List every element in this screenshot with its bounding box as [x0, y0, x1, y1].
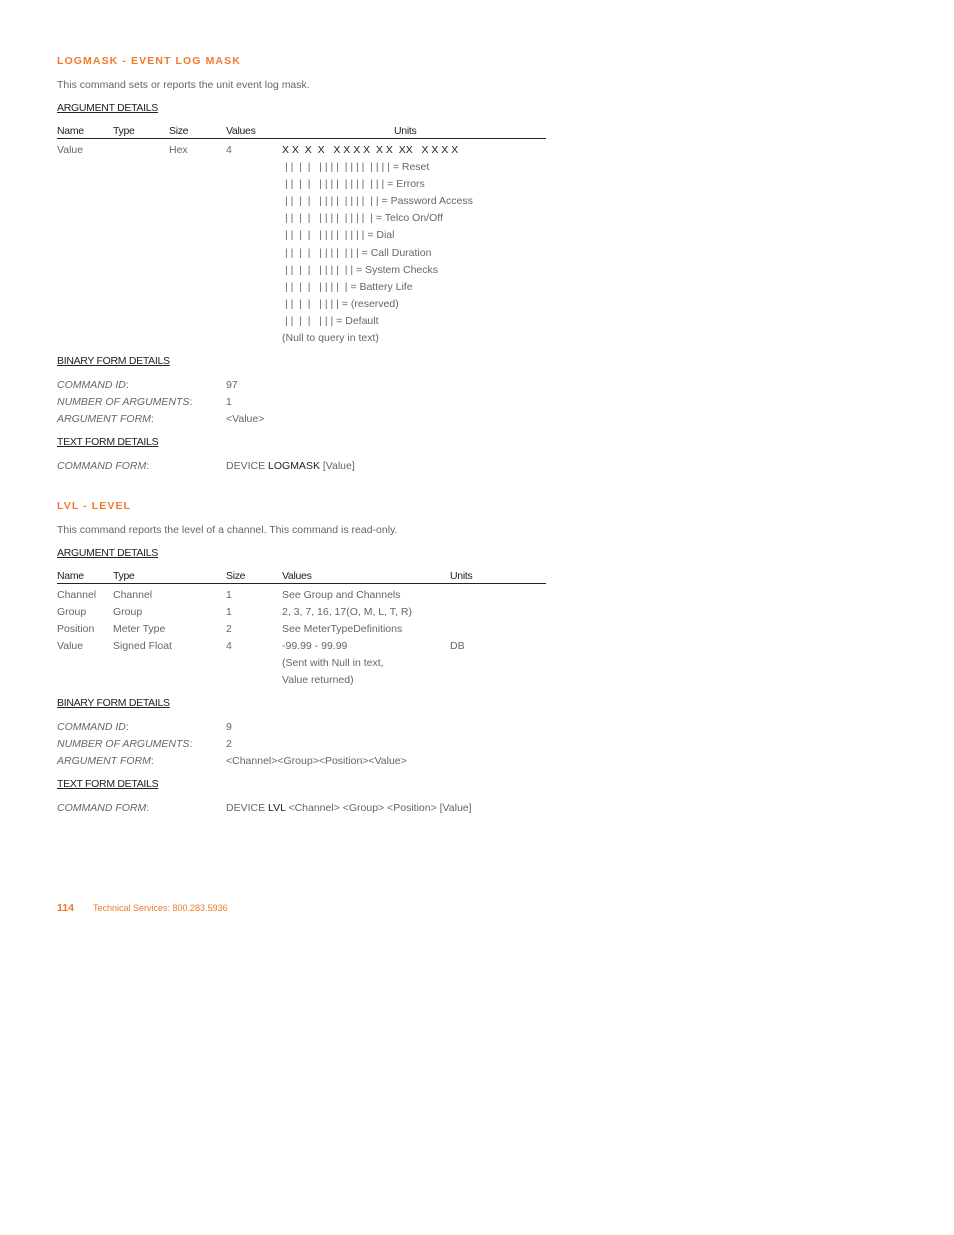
binary-label: COMMAND ID	[57, 721, 126, 733]
command-args: <Channel> <Group> <Position> [Value]	[285, 802, 472, 814]
table-cell: Channel	[57, 589, 97, 601]
null-note: (Null to query in text)	[282, 332, 379, 344]
table-header-rule	[57, 138, 546, 139]
argument-details-heading: ARGUMENT DETAILS	[57, 102, 158, 114]
table-cell: Position	[57, 623, 95, 635]
footer-text: Technical Services: 800.283.5936	[93, 903, 228, 913]
binary-row	[57, 721, 129, 733]
command-keyword: LVL	[268, 802, 286, 814]
section-description: This command reports the level of a channel. This command is read-only.	[57, 524, 398, 536]
label-colon: :	[150, 755, 154, 767]
binary-value: 1	[226, 396, 232, 408]
column-header-values: Values	[282, 570, 312, 582]
cell-values: 4	[226, 144, 232, 156]
bitmask-line: | | | | | | | | | | | | | | = Password Access	[285, 195, 473, 207]
label-colon: :	[125, 379, 129, 391]
command-form	[226, 802, 472, 814]
table-cell: Signed Float	[113, 640, 172, 652]
binary-row	[57, 396, 192, 408]
binary-row	[57, 379, 129, 391]
column-header-name: Name	[57, 570, 84, 582]
binary-label: NUMBER OF ARGUMENTS	[57, 396, 190, 408]
bitmask-line: | | | | | | | | | | | | | = Telco On/Off	[285, 212, 443, 224]
bitmask-line: | | | | | | | | | | | | = Dial	[285, 229, 395, 241]
column-header-units: Units	[450, 570, 473, 582]
text-form-row	[57, 802, 149, 814]
table-cell: Group	[113, 606, 143, 618]
binary-value: 97	[226, 379, 238, 391]
binary-value: <Channel><Group><Position><Value>	[226, 755, 407, 767]
column-header-size: Size	[169, 125, 189, 137]
value-note: (Sent with Null in text,	[282, 657, 384, 669]
label-colon: :	[146, 460, 150, 472]
value-note: Value returned)	[282, 674, 354, 686]
text-form-label: COMMAND FORM	[57, 460, 147, 472]
column-header-values: Values	[226, 125, 256, 137]
column-header-size: Size	[226, 570, 246, 582]
binary-row	[57, 738, 192, 750]
bitmask-line: | | | | | | | | | | | = Call Duration	[285, 247, 432, 259]
bitmask-line: | | | | | | | | | | | | | | | = Errors	[285, 178, 425, 190]
cell-name: Value	[57, 144, 84, 156]
label-colon: :	[150, 413, 154, 425]
column-header-name: Name	[57, 125, 84, 137]
label-colon: :	[125, 721, 129, 733]
table-cell: 2, 3, 7, 16, 17(O, M, L, T, R)	[282, 606, 412, 618]
column-header-units: Units	[394, 125, 417, 137]
table-cell: See MeterTypeDefinitions	[282, 623, 403, 635]
text-form-row	[57, 460, 149, 472]
command-prefix: DEVICE	[226, 802, 269, 814]
table-cell: Group	[57, 606, 87, 618]
bitmask-header: X X X X X X X X X X XX X X X X	[282, 144, 459, 156]
binary-label: ARGUMENT FORM	[57, 755, 151, 767]
table-cell: 2	[226, 623, 232, 635]
command-args: [Value]	[319, 460, 355, 472]
binary-value: 2	[226, 738, 232, 750]
table-cell: Channel	[113, 589, 153, 601]
binary-row	[57, 413, 154, 425]
label-colon: :	[189, 738, 193, 750]
text-form-heading: TEXT FORM DETAILS	[57, 436, 159, 448]
text-form-label: COMMAND FORM	[57, 802, 147, 814]
table-cell: 4	[226, 640, 232, 652]
table-cell: Value	[57, 640, 84, 652]
binary-form-heading: BINARY FORM DETAILS	[57, 697, 170, 709]
table-cell: -99.99 - 99.99	[282, 640, 348, 652]
bitmask-line: | | | | | | | | | | = System Checks	[285, 264, 439, 276]
section-description: This command sets or reports the unit event log mask.	[57, 79, 310, 91]
bitmask-line: | | | | | | | | | = Battery Life	[285, 281, 413, 293]
page-number: 114	[57, 902, 74, 914]
label-colon: :	[189, 396, 193, 408]
bitmask-line: | | | | | | | = Default	[285, 315, 379, 327]
binary-value: 9	[226, 721, 232, 733]
section-title-lvl: LVL - LEVEL	[57, 500, 132, 512]
binary-label: NUMBER OF ARGUMENTS	[57, 738, 190, 750]
command-keyword: LOGMASK	[268, 460, 320, 472]
table-cell: Meter Type	[113, 623, 166, 635]
table-cell: See Group and Channels	[282, 589, 401, 601]
column-header-type: Type	[113, 570, 135, 582]
binary-row	[57, 755, 154, 767]
cell-size: Hex	[169, 144, 188, 156]
table-cell: DB	[450, 640, 465, 652]
binary-form-heading: BINARY FORM DETAILS	[57, 355, 170, 367]
bitmask-line: | | | | | | | | = (reserved)	[285, 298, 399, 310]
command-form	[226, 460, 355, 472]
text-form-heading: TEXT FORM DETAILS	[57, 778, 159, 790]
table-header-rule	[57, 583, 546, 584]
label-colon: :	[146, 802, 150, 814]
binary-label: ARGUMENT FORM	[57, 413, 151, 425]
column-header-type: Type	[113, 125, 135, 137]
command-prefix: DEVICE	[226, 460, 269, 472]
binary-value: <Value>	[226, 413, 265, 425]
argument-details-heading: ARGUMENT DETAILS	[57, 547, 158, 559]
section-title-logmask: LOGMASK - EVENT LOG MASK	[57, 55, 241, 67]
table-cell: 1	[226, 589, 232, 601]
binary-label: COMMAND ID	[57, 379, 126, 391]
bitmask-line: | | | | | | | | | | | | | | | | = Reset	[285, 161, 430, 173]
table-cell: 1	[226, 606, 232, 618]
